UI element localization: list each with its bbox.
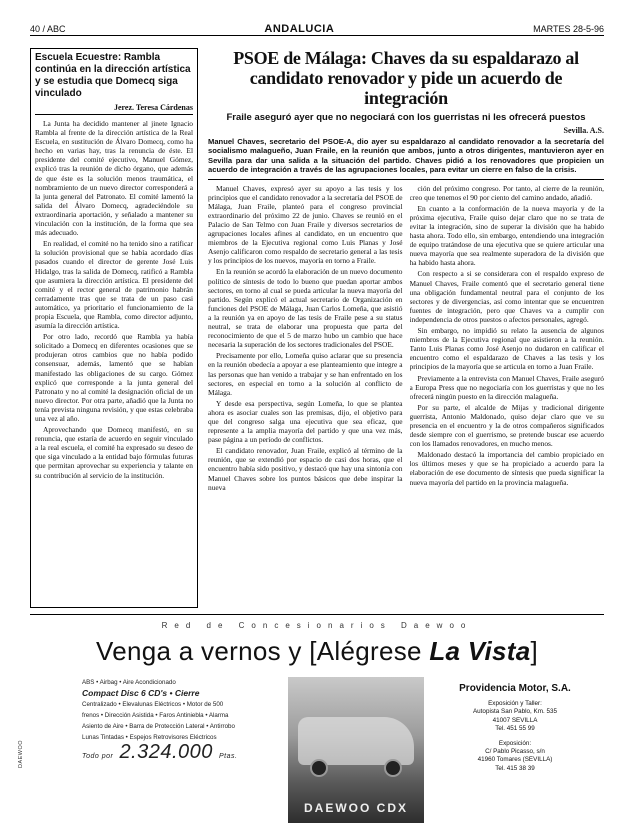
page-date: MARTES 28-5-96 [533,23,604,34]
dealer-info [438,683,592,773]
dealer-line: Tel. 415 38 39 [495,764,535,772]
article-paragraph: Por su parte, el alcalde de Mijas y tradicional dirigente guerrista, Antonio Maldonado, quiso dejar claro que ve su presencia en el encuentro y la de otros compañeros significados desde siempre con el guerrismo, se pretende buscar ese acuerdo con los llamados renovadores, en mucho menos. [409,402,604,449]
article-paragraph: Sin embargo, no impidió su relato la ausencia de algunos miembros de la Ejecutiva regional que asistieron a la reunión. Tanto Luis Planas como José Asenjo no dudaron en calificar el encuentro como el espaldarazo de Chaves a las tesis y los principios de la mayoría que se articula en torno a Juan Fraile. [409,326,604,372]
article-paragraph: Y desde esa perspectiva, según Lomeña, lo que se plantea ahora es asociar cuales son las premisas, dijo, el objetivo para que del congreso salga una ejecutiva que sea eficaz, que represente a la amplia mayoría del partido y que una vez más, pase página a un período de conflictos. [208,398,403,445]
article-paragraph: En cuanto a la conformación de la nueva mayoría y de la próxima ejecutiva, Fraile quiso dejar claro que no se trata de evitar la integración, sino de superar la división que ha habido hasta ahora. Todo ello, sin embargo, entendiendo una integración de equipo tratándose de una ejecutiva que se quiere articular una nueva mayoría que sea realmente superadora de la división que ha habido hasta ahora. [409,203,604,268]
article-subhead: Fraile aseguró ayer que no negociará con los guerristas ni les ofrecerá puestos [226,112,586,123]
sidebar-byline: Jerez. Teresa Cárdenas [35,103,193,115]
ad-price-value: 2.324.000 [119,741,213,763]
article-paragraph: ción del próximo congreso. Por tanto, al cierre de la reunión, creo que tenemos el 90 por ciento del camino andado, añadió. [409,183,604,202]
car-wheel [384,759,402,777]
article-paragraph: Previamente a la entrevista con Manuel Chaves, Fraile aseguró a Europa Press que no negociaría con los guerristas y que no les ofrecerá ningún puesto en la dirección malagueña. [409,373,604,401]
dealer-line: Autopista San Pablo, Km. 535 [472,708,557,716]
article-columns [208,184,604,599]
car-wheel [310,759,328,777]
ad-slogan-suffix: ] [530,636,538,666]
ad-price [82,741,282,763]
ad-feature: frenos • Dirección Asistida • Faros Antiniebla • Alarma [82,712,229,719]
page-label: 40 / ABC [30,23,66,34]
daewoo-advertisement [30,614,604,826]
article-byline: Sevilla. A.S. [563,126,604,135]
article-lead: Manuel Chaves, secretario del PSOE-A, dio ayer su espaldarazo al candidato renovador a la secretaría del socialismo malagueño, Juan Fraile, en la reunión que ambos, junto a otros dirigentes, mantuvieron ayer en Sevilla para dar una salida a la situación del partido. Chaves pidió a los renovadores que propicien un acuerdo de integración a través de las agrupaciones locales, para evitar un cierre en falso de la crisis. [208,137,604,180]
ad-feature: Asiento de Aire • Barra de Protección Lateral • Antirrobo [82,723,235,730]
dealer-line: Tel. 451 55 99 [495,725,535,733]
ad-feature: Lunas Tintadas • Espejos Retrovisores Eléctricos [82,734,217,741]
car-plate: DAEWOO CDX [304,801,408,815]
dealer-name: Providencia Motor, S.A. [459,683,571,694]
vertical-brand-text: DAEWOO [18,739,24,768]
main-article [208,48,604,599]
sidebar-paragraph: Por otro lado, recordó que Rambla ya había solicitado a Domecq en diferentes ocasiones que se produjeran otros cambios que no había podido consensuar, además, lamentó que se habían manifestado las obligaciones de su cargo. Gómez explicó que corresponde a la junta general del Patronato y no al comité la designación oficial de un nuevo director. Por otra parte, añadió que la Junta no tenía prevista ninguna revisión, y que estas celebraba una vez al año. [35,332,193,423]
ad-price-label: Todo por [82,753,114,760]
ad-feature: Compact Disc 6 CD's • Cierre [82,688,200,698]
article-column-2 [410,184,605,599]
ad-feature: Centralizado • Elevalunas Eléctricos • Motor de 500 [82,701,224,708]
ad-network: Red de Concesionarios Daewoo [161,621,473,630]
car-photo [288,677,424,823]
dealer-line: 41960 Tomares (SEVILLA) [477,756,553,764]
ad-feature: ABS • Airbag • Aire Acondicionado [82,679,176,686]
ad-features [82,677,282,762]
sidebar-paragraph: La Junta ha decidido mantener al jinete Ignacio Rambla al frente de la dirección artística de la Real Escuela, en sustitución de Álvaro Domecq, como ha hecho en varias hay, tras la renuncia de éste. El presidente del comité ejecutivo, Manuel Gómez, explicó tras la reunión de dicho órgano, que además de que éste es la solución menos traumática, el nombramiento de un nuevo director corresponderá a la junta general del Patronato. El comité lamentó la salida del Álvaro Domecq, agradeciéndole su extraordinaria aportación, y señalado a mantener su vinculación con la institución, de la forma que sea más adecuado. [35,119,193,238]
sidebar-paragraph: Aprovechando que Domecq manifestó, en su renuncia, que estaría de acuerdo en seguir vinculado a la real escuela, el comité ha expresado su deseo de que siga vinculado a la entidad bajo fórmulas futuras que permitan aprovechar su experiencia y talante en su contribución al servicio de la institución. [35,425,193,480]
ad-slogan-prefix: Venga a vernos y [Alégrese [96,636,422,666]
sidebar-headline: Escuela Ecuestre: Rambla continúa en la dirección artística y se estudia que Domecq siga vinculado [35,52,191,99]
ad-slogan [30,636,604,667]
article-paragraph: En la reunión se acordó la elaboración de un nuevo documento político de síntesis de todo lo bueno que puedan aportar ambos sectores, en torno al cual se pueda articular la nueva mayoría del partido. Según explicó el actual secretario de Organización en funciones del PSOE de Málaga, Juan Carlos Lomeña, que asistió a la reunión ya en apoyo de las tesis de Fraile pese a su status neutral, se trata de elaborar una propuesta que parta del reconocimiento de que el 5 de marzo hubo un cambio que hace necesaria la superación de los sectores tradicionales del PSOE. [208,267,403,350]
sidebar-article [30,48,198,608]
article-paragraph: El candidato renovador, Juan Fraile, explicó al término de la reunión, que se extendió por espacio de casi dos horas, que el encuentro había sido positivo, y destacó que hay una sintonía con Manuel Chaves sobre los puntos básicos que debe inspirar la nueva [208,446,403,492]
article-paragraph: Con respecto a si se considerara con el respaldo expreso de Manuel Chaves, Fraile comentó que el secretario general tiene una obligación fundamental neutral para el conjunto de los sectores y de divergencias, así como intentar que se encuentren fuentes de integración, pero que Chaves va a cumplir con independencia de otros puestos o afectos personales, agregó. [409,269,604,324]
ad-price-unit: Ptas. [218,753,238,760]
article-paragraph: Maldonado destacó la importancia del cambio propiciado en los últimos meses y que se ha propiciado a acuerdo para la elaboración de ese documento de síntesis que pueda significar la nueva mayoría del partido en la provincia malagueña. [409,450,604,487]
dealer-line: Exposición: [498,739,532,747]
ad-slogan-model: La Vista [429,636,531,666]
article-column-1 [208,184,403,599]
article-paragraph: Precisamente por ello, Lomeña quiso aclarar que su presencia en la reunión obedecía a apoyar a ese planteamiento que integre a las personas que han venido a trabajar y se han enfrentado en los sectores, en especial en torno a la solución al conflicto de Málaga. [208,351,403,397]
section-title: ANDALUCIA [264,22,335,35]
sidebar-body [35,119,193,480]
article-paragraph: Manuel Chaves, expresó ayer su apoyo a las tesis y los principios que el candidato renovador a la secretaría del PSOE de Málaga, Juan Fraile, planteó para el congreso provincial extraordinario del próximo 22 de junio. Chaves se reunió en el Palacio de San Telmo con Juan Fraile y diversos secretarios de agrupaciones locales afines al candidato, en un encuentro que miembros de la Ejecutiva regional como Luis Planas y José Asenjo calificaron como respaldo de secretario general a las tesis y los principios de los nuevos, mayoría en torno a Fraile. [208,183,403,266]
car-silhouette [298,717,414,765]
dealer-line: 41007 SEVILLA [492,716,538,724]
dealer-line: C/ Pablo Picasso, s/n [485,748,545,756]
dealer-line: Exposición y Taller: [488,700,542,707]
sidebar-paragraph: En realidad, el comité no ha tenido sino a ratificar la solución provisional que se había acordado días pasados cuando el director de gerente José Luis Hidalgo, tras la salida de Domecq, ratificó a Rambla que asumiera la dirección artística. El presidente del comité y el rector general de patrimonio habrán cerradamente tras que se trata de un paso casi automático, ya prioritario el funcionamiento de la propia Escuela, que Rambla, como director adjunto, asumía la dirección artística. [35,239,193,331]
page-header [30,22,604,36]
article-headline: PSOE de Málaga: Chaves da su espaldarazo al candidato renovador y pide un acuerdo de integración [233,48,579,108]
